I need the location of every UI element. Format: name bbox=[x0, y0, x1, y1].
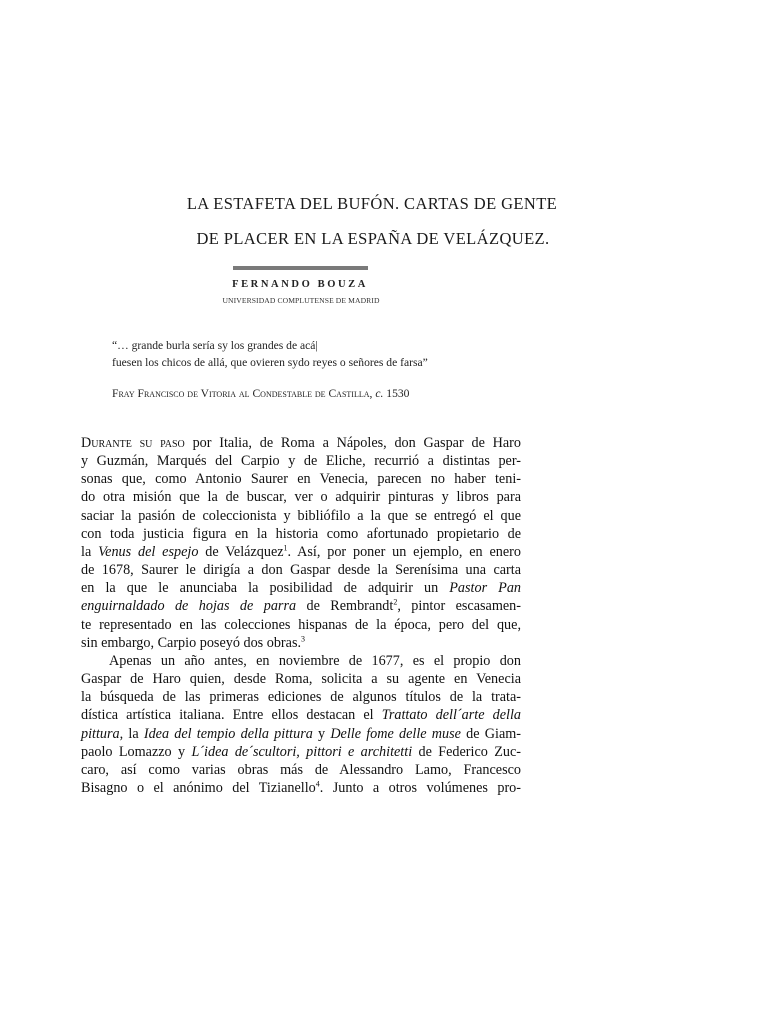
paragraph-2 bbox=[81, 652, 521, 797]
attribution-year: 1530 bbox=[386, 387, 410, 400]
attribution-source: Fray Francisco de Vitoria al Condestable de Castilla, bbox=[112, 387, 373, 400]
footnote-ref: 2 bbox=[393, 597, 398, 607]
paragraph-text: dística artística italiana. Entre ellos destacan el bbox=[81, 707, 382, 724]
paragraph-line: caro, así como varias obras más de Alessandro Lamo, Francesco bbox=[81, 761, 521, 778]
paragraph-text: de Giam- bbox=[460, 725, 521, 742]
paragraph-line bbox=[81, 543, 521, 561]
italic-title: Delle fome delle muse bbox=[330, 725, 461, 742]
paragraph-text: paolo Lomazzo y bbox=[81, 743, 192, 760]
epigraph-attribution bbox=[112, 387, 632, 400]
paragraph-text: , pintor escasamen- bbox=[397, 598, 521, 615]
author-affiliation: UNIVERSIDAD COMPLUTENSE DE MADRID bbox=[222, 296, 380, 305]
footnote-ref: 3 bbox=[301, 633, 306, 643]
paragraph-text: en la que le anunciaba la posibilidad de adquirir un bbox=[81, 580, 450, 597]
paragraph-line bbox=[81, 597, 521, 615]
epigraph-line-1: “… grande burla sería sy los grandes de acá| bbox=[112, 339, 318, 352]
paragraph-line: Apenas un año antes, en noviembre de 1677, es el propio don bbox=[109, 652, 521, 669]
paragraph-text: la bbox=[81, 543, 99, 560]
paragraph-text: por Italia, de Roma a Nápoles, don Gaspar de Haro bbox=[184, 435, 522, 451]
paragraph-line: sonas que, como Antonio Saurer en Venecia, parecen no haber teni- bbox=[81, 471, 521, 488]
paragraph-text: sin embargo, Carpio poseyó dos obras. bbox=[81, 634, 302, 651]
paragraph-line bbox=[81, 779, 521, 797]
paragraph-line: saciar la pasión de coleccionista y bibliófilo a la que se entregó el que bbox=[81, 507, 521, 524]
paragraph-text: de Velázquez bbox=[198, 543, 284, 560]
paragraph-text: , la bbox=[119, 725, 144, 742]
italic-title: L´idea de´scultori, pittori e architetti bbox=[191, 743, 413, 760]
italic-title: Idea del tempio della pittura bbox=[143, 725, 313, 742]
paragraph-text: . Así, por poner un ejemplo, en enero bbox=[287, 543, 521, 560]
paragraph-opening-smallcaps: Durante su paso bbox=[81, 435, 185, 451]
paragraph-line: de 1678, Saurer le dirigía a don Gaspar desde la Serenísima una carta bbox=[81, 562, 521, 579]
footnote-ref: 1 bbox=[283, 543, 288, 553]
paragraph-line bbox=[81, 634, 521, 652]
paragraph-text: Bisagno o el anónimo del Tizianello bbox=[81, 779, 316, 796]
paragraph-line: te representado en las colecciones hispanas de la época, pero del que, bbox=[81, 616, 521, 633]
italic-title: Trattato dell´arte della bbox=[381, 707, 521, 724]
italic-title: Venus del espejo bbox=[98, 543, 199, 560]
paragraph-line: do otra misión que la de buscar, ver o adquirir pinturas y libros para bbox=[81, 489, 521, 506]
article-body bbox=[81, 434, 521, 797]
paragraph-line: Gaspar de Haro quien, desde Roma, solicita a su agente en Venecia bbox=[81, 671, 521, 688]
paragraph-1 bbox=[81, 434, 521, 652]
paragraph-line: con toda justicia figura en la historia como afortunado propietario de bbox=[81, 525, 521, 542]
paragraph-line bbox=[81, 579, 521, 597]
epigraph-quote bbox=[112, 337, 632, 371]
epigraph-line-2: fuesen los chicos de allá, que ovieren sydo reyes o señores de farsa” bbox=[112, 356, 428, 369]
paragraph-line bbox=[81, 743, 521, 761]
attribution-circa: c. bbox=[375, 387, 384, 400]
title-divider-rule bbox=[233, 266, 368, 270]
italic-title: pittura bbox=[81, 725, 120, 742]
paragraph-text: de Federico Zuc- bbox=[412, 743, 521, 760]
paragraph-text: y bbox=[312, 725, 331, 742]
article-title-line-2: DE PLACER EN LA ESPAÑA DE VELÁZQUEZ. bbox=[196, 229, 550, 248]
author-name: FERNANDO BOUZA bbox=[232, 279, 368, 290]
article-title-line-1: LA ESTAFETA DEL BUFÓN. CARTAS DE GENTE bbox=[186, 194, 558, 213]
paragraph-line: y Guzmán, Marqués del Carpio y de Eliche, recurrió a distintas per- bbox=[81, 453, 521, 470]
paragraph-line: la búsqueda de las primeras ediciones de algunos títulos de la trata- bbox=[81, 689, 521, 706]
paragraph-line bbox=[81, 706, 521, 724]
italic-title: enguirnaldado de hojas de parra bbox=[81, 598, 297, 615]
paragraph-line bbox=[81, 725, 521, 743]
italic-title: Pastor Pan bbox=[449, 580, 522, 597]
paragraph-text: . Junto a otros volúmenes pro- bbox=[319, 779, 521, 796]
paragraph-text: de Rembrandt bbox=[296, 598, 394, 615]
paragraph-line bbox=[81, 434, 521, 452]
footnote-ref: 4 bbox=[315, 779, 320, 789]
